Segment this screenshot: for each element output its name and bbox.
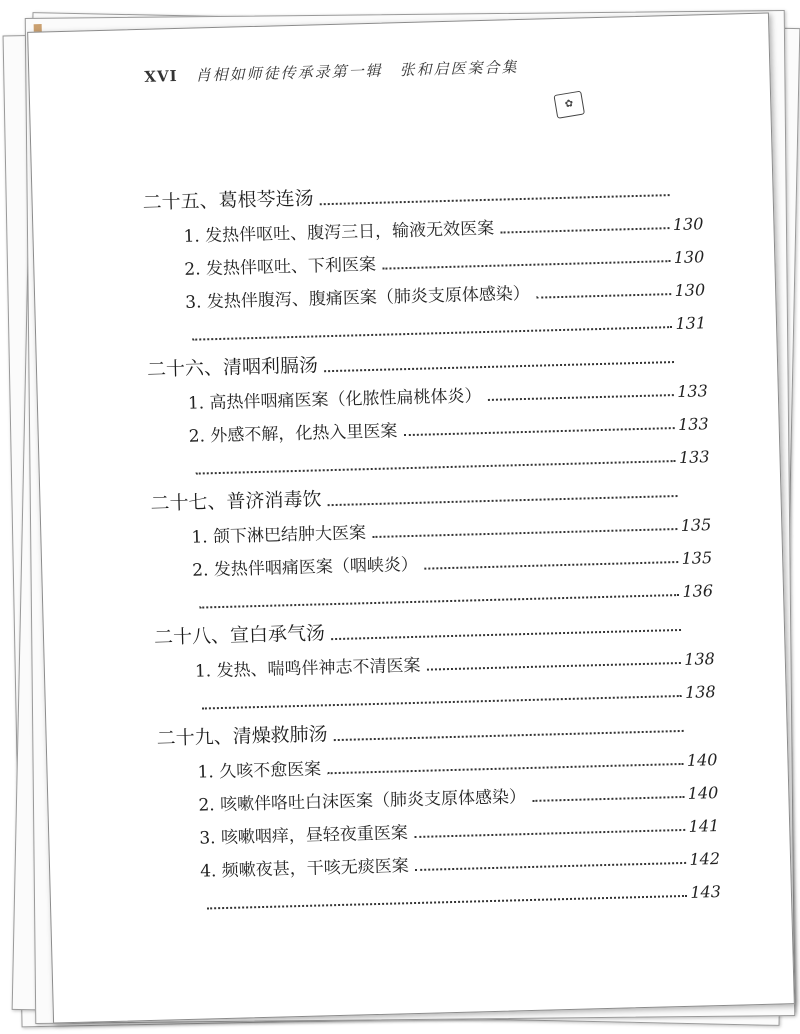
toc-label: 2. 咳嗽伴咯吐白沫医案（肺炎支原体感染） bbox=[198, 787, 527, 816]
toc-label: 3. 咳嗽咽痒，昼轻夜重医案 bbox=[199, 823, 409, 849]
toc-label: 1. 高热伴咽痛医案（化脓性扁桃体炎） bbox=[187, 386, 482, 414]
toc-page-number: 142 bbox=[689, 849, 721, 869]
dot-leader bbox=[536, 292, 672, 299]
toc-label: 4. 频嗽夜甚，干咳无痰医案 bbox=[199, 856, 410, 882]
running-header bbox=[144, 53, 644, 87]
toc-page-number: 135 bbox=[681, 548, 713, 568]
toc-label: 2. 发热伴呕吐、下利医案 bbox=[184, 254, 377, 280]
toc-label: 1. 发热、喘鸣伴神志不清医案 bbox=[194, 655, 421, 682]
toc-page-number: 143 bbox=[690, 882, 722, 902]
toc-label: 1. 久咳不愈医案 bbox=[197, 759, 322, 783]
toc-label: 2. 发热伴咽痛医案（咽峡炎） bbox=[192, 554, 419, 581]
toc-page-number: 130 bbox=[674, 280, 706, 301]
toc-page-number: 130 bbox=[672, 214, 704, 235]
toc-label: 二十七、普济消毒饮 bbox=[150, 488, 322, 515]
toc-page-number: 131 bbox=[675, 313, 707, 334]
toc-page-number: 138 bbox=[684, 682, 716, 702]
dot-leader bbox=[500, 226, 670, 233]
toc-label: 1. 发热伴呕吐、腹泻三日，输液无效医案 bbox=[183, 218, 495, 247]
toc-label: 2. 外感不解，化热入里医案 bbox=[188, 421, 398, 447]
toc-label: 3. 发热伴腹泻、腹痛医案（肺炎支原体感染） bbox=[185, 283, 531, 313]
dot-leader bbox=[488, 393, 675, 401]
dot-leader bbox=[207, 894, 687, 910]
toc-label: 二十五、葛根芩连汤 bbox=[142, 187, 314, 214]
toc-page-number: 138 bbox=[683, 649, 716, 669]
toc-page-number: 140 bbox=[687, 783, 719, 803]
page-number: XVI bbox=[144, 66, 178, 86]
table-of-contents bbox=[142, 165, 721, 915]
dot-leader bbox=[532, 795, 685, 802]
seal-icon: ✿ bbox=[553, 91, 585, 119]
toc-label: 1. 颌下淋巴结肿大医案 bbox=[191, 523, 367, 548]
toc-label: 二十六、清咽利膈汤 bbox=[146, 354, 319, 381]
toc-label: 二十九、清燥救肺汤 bbox=[156, 723, 328, 750]
toc-page-number: 133 bbox=[677, 414, 709, 434]
toc-page-number: 140 bbox=[686, 750, 718, 770]
toc-page-number: 136 bbox=[682, 581, 714, 601]
toc-label: 二十八、宣白承气汤 bbox=[153, 622, 326, 649]
toc-page-number: 135 bbox=[680, 515, 712, 535]
toc-page-number: 133 bbox=[676, 381, 709, 401]
toc-page-number: 141 bbox=[688, 816, 720, 836]
toc-page-number: 130 bbox=[673, 247, 705, 268]
document-page bbox=[27, 12, 795, 1023]
toc-page-number: 133 bbox=[678, 447, 710, 467]
series-title: 肖相如师徒传承录第一辑 张和启医案合集 bbox=[195, 58, 519, 85]
